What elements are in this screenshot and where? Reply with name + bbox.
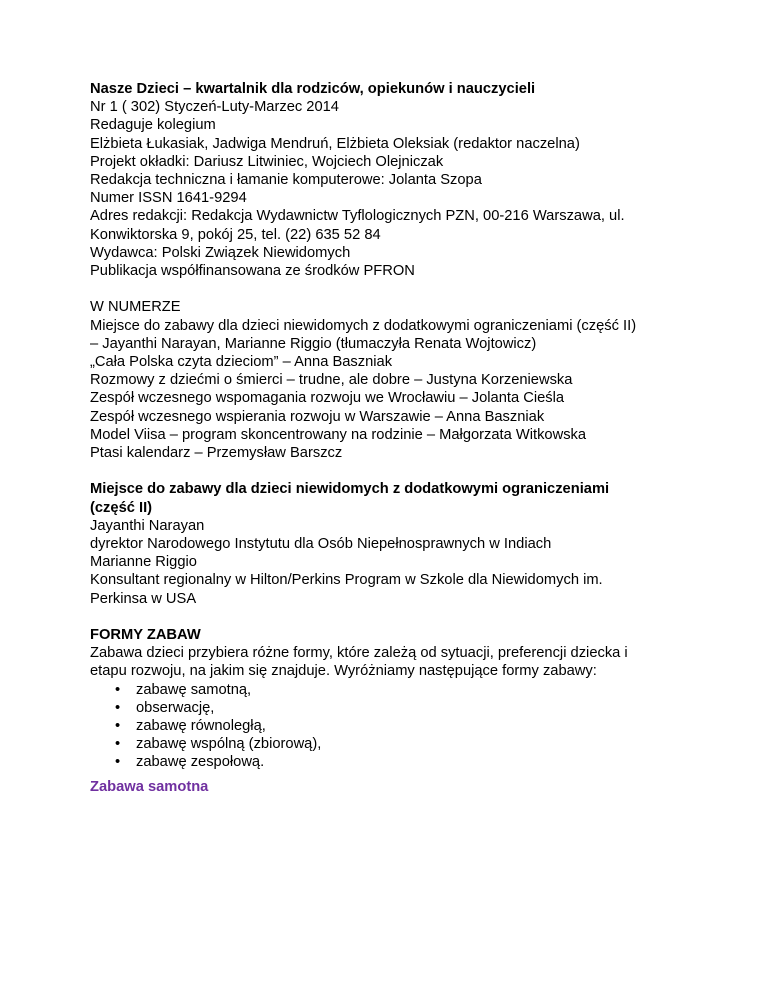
bullet-icon: • — [115, 699, 121, 716]
masthead-line: Redaguje kolegium — [90, 117, 216, 134]
section-heading: FORMY ZABAW — [90, 627, 201, 644]
list-item — [90, 699, 690, 717]
section-paragraph-line: etapu rozwoju, na jakim się znajduje. Wyróżniamy następujące formy zabawy: — [90, 663, 597, 680]
masthead-line: Konwiktorska 9, pokój 25, tel. (22) 635 52 84 — [90, 226, 381, 243]
contents-entry: Ptasi kalendarz – Przemysław Barszcz — [90, 445, 343, 462]
bullet-icon: • — [115, 736, 121, 753]
article-title: Miejsce do zabawy dla dzieci niewidomych z dodatkowymi ograniczeniami — [90, 481, 610, 498]
list-item-text: zabawę samotną, — [136, 681, 252, 698]
masthead — [90, 80, 690, 280]
list-item-text: obserwację, — [136, 699, 215, 716]
contents-entry: – Jayanthi Narayan, Marianne Riggio (tłumaczyła Renata Wojtowicz) — [90, 335, 537, 352]
list-item — [90, 735, 690, 753]
contents — [90, 298, 690, 462]
masthead-line: Wydawca: Polski Związek Niewidomych — [90, 244, 351, 261]
spacer — [90, 280, 690, 298]
list-item — [90, 681, 690, 699]
subsection-heading: Zabawa samotna — [90, 778, 209, 795]
section-paragraph-line: Zabawa dzieci przybiera różne formy, które zależą od sytuacji, preferencji dziecka i — [90, 645, 628, 662]
masthead-line: Publikacja współfinansowana ze środków PFRON — [90, 263, 415, 280]
bullet-icon: • — [115, 681, 121, 698]
list-item — [90, 753, 690, 771]
article-author-line: Perkinsa w USA — [90, 590, 197, 607]
contents-entry: Miejsce do zabawy dla dzieci niewidomych z dodatkowymi ograniczeniami (część II) — [90, 317, 637, 334]
contents-heading: W NUMERZE — [90, 299, 181, 316]
spacer — [90, 608, 690, 626]
contents-entry: Model Viisa – program skoncentrowany na rodzinie – Małgorzata Witkowska — [90, 426, 587, 443]
contents-entry: Zespół wczesnego wspomagania rozwoju we Wrocławiu – Jolanta Cieśla — [90, 390, 565, 407]
list-item-text: zabawę wspólną (zbiorową), — [136, 736, 322, 753]
masthead-line: Elżbieta Łukasiak, Jadwiga Mendruń, Elżbieta Oleksiak (redaktor naczelna) — [90, 135, 580, 152]
article-author-line: Jayanthi Narayan — [90, 517, 205, 534]
list-item-text: zabawę zespołową. — [136, 754, 265, 771]
masthead-title: Nasze Dzieci – kwartalnik dla rodziców, opiekunów i nauczycieli — [90, 81, 536, 97]
contents-entry: Zespół wczesnego wspierania rozwoju w Warszawie – Anna Baszniak — [90, 408, 545, 425]
article-author-line: Marianne Riggio — [90, 554, 197, 571]
masthead-line: Projekt okładki: Dariusz Litwiniec, Wojciech Olejniczak — [90, 153, 444, 170]
contents-entry: „Cała Polska czyta dzieciom” – Anna Baszniak — [90, 354, 393, 371]
section-forms — [90, 626, 690, 796]
masthead-line: Adres redakcji: Redakcja Wydawnictw Tyflologicznych PZN, 00-216 Warszawa, ul. — [90, 208, 625, 225]
article-author-line: Konsultant regionalny w Hilton/Perkins Program w Szkole dla Niewidomych im. — [90, 572, 603, 589]
masthead-line: Numer ISSN 1641-9294 — [90, 190, 247, 207]
masthead-line: Nr 1 ( 302) Styczeń-Luty-Marzec 2014 — [90, 99, 339, 116]
article-title: (część II) — [90, 499, 153, 516]
bullet-icon: • — [115, 718, 121, 735]
masthead-line: Redakcja techniczna i łamanie komputerowe: Jolanta Szopa — [90, 172, 482, 189]
list-item-text: zabawę równoległą, — [136, 718, 266, 735]
article-header — [90, 480, 690, 607]
article-author-line: dyrektor Narodowego Instytutu dla Osób Niepełnosprawnych w Indiach — [90, 536, 552, 553]
contents-entry: Rozmowy z dziećmi o śmierci – trudne, ale dobre – Justyna Korzeniewska — [90, 372, 573, 389]
document-page — [90, 80, 690, 796]
list-item — [90, 717, 690, 735]
bullet-list — [90, 681, 690, 772]
bullet-icon: • — [115, 754, 121, 771]
spacer — [90, 462, 690, 480]
